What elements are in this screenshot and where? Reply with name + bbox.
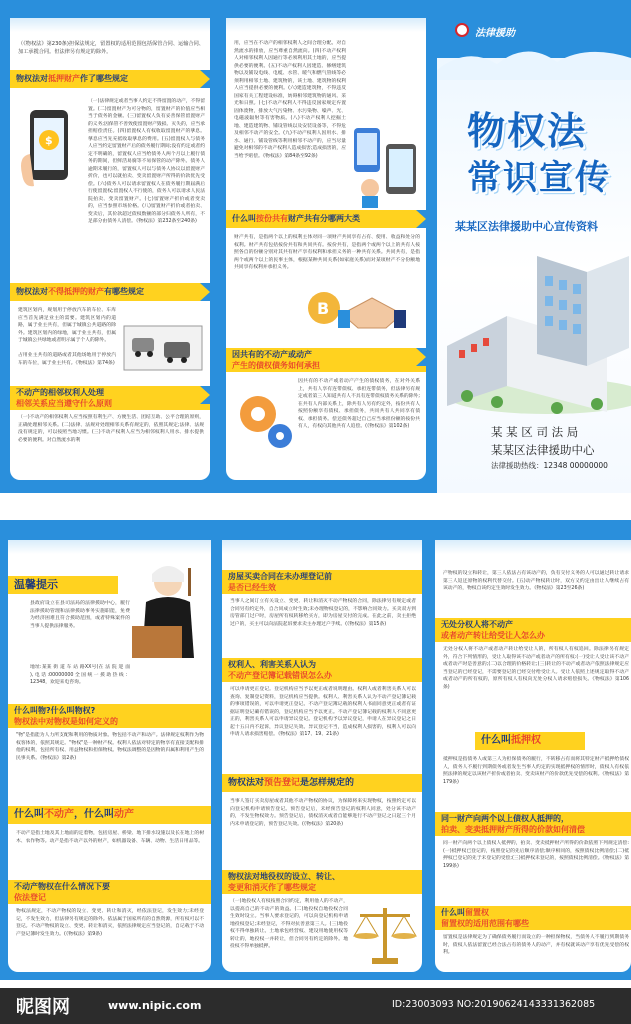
phone-service-illustration [346, 118, 424, 208]
panel2-body-1: 财产共有，是指两个以上的权利主体对同一项财产共同享有占有、使用、收益和处分的权利。财产共有包括按份共有和共同共有。按份共有，是指两个或两个以上的共有人按照各自的份额分别对其共有财产享有权利和承担义务的一种共有关系。共同共有，是指两个或两个以上的民事主体，根据某种共同关系(如家庭关系)而对某项财产不分份额地共同享有权利并承担义务。 [234, 235, 420, 270]
heading-line-1: 物权法对地役权的设立、转让、 [228, 872, 340, 881]
panel4-heading-2 [8, 806, 211, 824]
heading-text: 有哪些规定 [104, 287, 144, 296]
panel6-heading-1 [435, 618, 631, 642]
heading-line-1: 不动产物权在什么情况下要 [14, 882, 110, 891]
panel1-heading-2 [10, 283, 210, 301]
panel6-heading-3 [435, 812, 631, 836]
heading-line-2: 变更和消灭作了哪些规定 [228, 883, 316, 892]
panel2-body-1-cont [234, 268, 300, 346]
scales-of-justice-icon [350, 900, 420, 968]
panel1-body-2a: 建筑区划内，规划用于停放汽车的车位、车库应当首先满足业主的需要。建筑区划内的道路，属于业主共有，但属于城镇公共道路的除外。建筑区划内的绿地，属于业主共有，但属于城镇公共绿地或者明示属于个人的除外。 [18, 308, 116, 343]
heading-line-2: 是否已经生效 [228, 583, 276, 592]
heading-line-1: 房屋买卖合同在未办理登记前 [228, 572, 332, 581]
heading-text: 财产共有分哪两大类 [288, 214, 360, 223]
organization-name-1: 某 某 区 司 法 局 [491, 425, 579, 439]
panel-4 [8, 540, 211, 972]
panel4-body-1: "物"是指能为人力所支配和利用的物质对象。物包括不动产和动产。法律规定权利作为物权客体的，依照其规定。"物权"是一种财产权。权利人依法对特定的物享有直接支配和排他的权利，包括所有权、用益物权和担保物权。物权法调整的是因物的归属和利用产生的民事关系。《物权法》第2条) [16, 733, 204, 761]
heading-line-1: 什么叫物?什么叫物权? [14, 706, 96, 715]
panel6-heading-2 [475, 732, 585, 750]
cloud-wave [437, 40, 631, 80]
heading-line-1: 因共有的不动产或动产 [232, 350, 312, 359]
panel1-heading-1 [10, 70, 210, 88]
heading-highlight: 不动产 [44, 809, 74, 820]
cover-title-line-1: 物权法 [467, 109, 588, 153]
panel1-body-3: （一)不动产的相邻权利人应当按照有利生产、方便生活、团结互助、公平合理的原则，正确处理相邻关系。(二)法律、法规对处理相邻关系有规定的，依照其规定;法律、法规没有规定的，可以按照当地习惯。(三)不动产权利人应当为相邻权利人用水、排水提供必要的便利。对自然流水的利 [18, 415, 204, 443]
panel6-body-4: 留置权是法律规定为了确保债务履行而设立的一种担保物权，当债务人不履行到期债务时，债权人依法留置已经合法占有的债务人的动产，并有权就该动产享有优先受偿的权利。 [443, 935, 629, 955]
panel5-body-3: 当事人签订买卖房屋或者其他不动产物权的协议，为保障将来实现物权，按照约定可以向登记机构申请预告登记。预告登记后，未经预告登记的权利人同意，处分该不动产的，不发生物权效力。预告登记后，债权消灭或者自能够进行不动产登记之日起三个月内未申请登记的，预告登记失效。(《物权法》第20条) [230, 799, 416, 827]
building-illustration [437, 236, 631, 416]
heading-line-2: 物权法中对物权是如何定义的 [14, 717, 118, 726]
heading-line-2: 依法登记 [14, 893, 46, 902]
heading-text: 物权法对 [228, 778, 265, 788]
panel6-body-1: 无处分权人将不动产或者动产转让给受让人的，所有权人有权追回。除法律另有规定外，符合下列情形的，受让人取得该不动产或者动产的所有权:(一)受让人受让该不动产或者动产时是善意的;(二)以合理的价格转让;(三)转让的不动产或者动产依照法律规定应当登记的已经登记，不需要登记的已经交付给受让人。受让人依照上述规定取得不动产或者动产的所有权的，原所有权人有权向无处分权人请求赔偿损失。《物权法》第106条) [443, 647, 629, 690]
panel5-heading-1 [222, 570, 422, 594]
panel1-body-2b: 占用业主共有的道路或者其他场地用于停放汽车的车位，属于业主共有。《物权法》第74条) [18, 353, 116, 366]
watermark-id: ID:23003093 NO:20190624143331362085 [392, 999, 596, 1010]
panel-2 [226, 18, 426, 480]
heading-line-1 [441, 907, 631, 918]
heading-line-2: 相邻关系应当遵守什么原则 [16, 399, 112, 408]
heading-text: 作了哪些规定 [80, 74, 128, 83]
hotline-text: 法律援助热线：12348 00000000 [491, 461, 608, 470]
heading-line-1: 权利人、利害关系人认为 [228, 660, 316, 669]
panel6-heading-4 [435, 906, 631, 930]
panel1-body-1: （一)法律规定或者当事人约定不得留置的动产，不得留置。(二)留置财产为可分物的，留置财产的价值应当相当于债务的金额。(三)留置权人负有妥善保管留置财产的义务;因保管不善致使留置财产毁损、灭失的，应当承担赔偿责任。(四)留置权人有权收取留置财产的孳息。孳息应当先充抵收取孳息的费用。(五)留置权人与债务人应当约定留置财产后的债务履行期间;没有约定或者约定不明确的，留置权人应当给债务人两个月以上履行债务的期间，但鲜活易腐等不易保管的动产除外。债务人逾期未履行的，留置权人可以与债务人协议以留置财产折价，也可以就拍卖、变卖留置财产所得的价款优先受偿。(六)债务人可以请求留置权人在债务履行期届满后行使留置权;留置权人不行使的，债务人可以请求人民法院拍卖、变卖留置财产。(七)留置财产折价或者变卖的，应当参照市场价格。(八)留置财产折价或者拍卖、变卖后，其价款超过债权数额的部分归债务人所有，不足部分由债务人清偿。《物权法》第232条至240条) [88, 99, 205, 224]
heading-highlight: 抵押财产 [48, 74, 80, 83]
panel2-heading-1 [226, 210, 426, 228]
panel1-heading-3 [10, 386, 210, 410]
panel5-heading-4 [222, 870, 422, 894]
heading-line-1: 不动产的相邻权利人处理 [16, 388, 104, 397]
cover-panel [437, 0, 631, 493]
heading-text: 什么叫 [232, 214, 256, 223]
heading-line-2: 拍卖、变卖抵押财产所得的价款如何清偿 [441, 825, 585, 834]
watermark-brand: 昵图网 [16, 997, 70, 1018]
parking-lot-illustration [120, 306, 206, 376]
panel5-heading-2 [222, 658, 422, 682]
heading-text: 什么叫 [14, 809, 44, 820]
heading-highlight: 抵押权 [511, 735, 541, 746]
gears-illustration [232, 380, 296, 454]
heading-line-1: 无处分权人将不动产 [441, 620, 513, 629]
heading-line-2: 产生的债权债务如何承担 [232, 361, 320, 370]
panel6-body-3: 同一财产向两个以上债权人抵押的，拍卖、变卖抵押财产所得的价款依照下列规定清偿:(一)抵押权已登记的，按照登记的先后顺序清偿;顺序相同的，按照债权比例清偿;(二)抵押权已登记的先于未登记的受偿;(三)抵押权未登记的，按照债权比例清偿。《物权法》第199条) [443, 841, 629, 869]
phone-coin-illustration [16, 96, 86, 196]
heading-text: 什么叫 [441, 908, 465, 917]
panel4-header: 温馨提示 [8, 576, 118, 594]
cover-title-line-2: 常识宣传 [467, 158, 611, 198]
panel5-body-2: 可以申请更正登记。登记机构应当予以更正或者说明理由。权利人或者利害关系人可以查询、复制登记资料，登记机构应当提供。权利人、利害关系人认为不动产登记簿记载的事项错误的，可以申请更正登记。不动产登记簿记载的权利人书面同意更正或者有证据证明登记确有错误的，登记机构应当予以更正。不动产登记簿记载的权利人不同意更正的，利害关系人可以申请异议登记。登记机构予以异议登记，申请人在异议登记之日起十五日内不起诉，异议登记失效。异议登记不当，造成权利人损害的，权利人可以向申请人请求损害赔偿。《物权法》第17、19、21条) [230, 687, 416, 737]
panel5-body-1: 当事人之间订立有关设立、变更、转让和消灭不动产物权的合同，除法律另有规定或者合同另有约定外，自合同成立时生效;未办理物权登记的，不影响合同效力。买卖双方到房管部门过户时，房屋所有权转移给买方，即为房屋交付的完成。在此之前，卖主拒绝过户的，买主可以向法院起诉要求卖主办理过户手续。(《物权法》第15条) [230, 599, 416, 627]
heading-text: 物权法对 [16, 74, 48, 83]
panel-5 [222, 540, 422, 972]
panel2-heading-2 [226, 348, 426, 372]
panel-1 [10, 18, 210, 480]
logo-text: 法律援助 [475, 28, 515, 39]
heading-line-2: 或者动产转让给受让人怎么办 [441, 631, 545, 640]
sheet-gap [0, 493, 631, 520]
panel4-body-3: 物权法规定，不动产物权的设立、变更、转让和消灭，经依法登记，发生效力;未经登记，不发生效力，但法律另有规定的除外。依法属于国家所有的自然资源，所有权可以不登记。不动产物权的设立、变更、转让和消灭，依照法律规定应当登记的，自记载于不动产登记簿时发生效力。(《物权法》第9条) [16, 909, 204, 937]
panel-6 [435, 540, 631, 972]
panel4-heading-1 [8, 704, 211, 728]
watermark-footer [0, 988, 631, 1024]
panel4-body-2: 不动产是指土地及其上地面的定着物，包括房屋、桥梁、地下排水设施以及长在地上的树木、农作物等。动产是指不动产以外的财产，如机器设备、车辆、动物、生活日用品等。 [16, 831, 204, 844]
heading-highlight: 预告登记 [264, 778, 301, 788]
heading-text: ，什么叫 [74, 809, 114, 820]
legal-aid-logo-icon [455, 23, 469, 37]
heading-line-2: 不动产登记簿记载错误怎么办 [228, 671, 332, 680]
panel6-body-2: 抵押权是指债务人或第三人为担保债务的履行，不转移占有而将其特定财产抵押给债权人，债务人不履行到期债务或者发生当事人约定的实现抵押权的情形时，债权人有权依照法律的规定以该财产折价或者拍卖、变卖该财产的价款优先受偿的权利。《物权法》第179条) [443, 757, 629, 785]
heading-highlight: 按份共有 [256, 214, 288, 223]
heading-text: 是怎样规定的 [300, 778, 355, 788]
heading-highlight: 留置权 [465, 908, 489, 917]
panel5-heading-3 [222, 774, 422, 792]
panel1-body-1-cont [18, 208, 204, 278]
judge-illustration [128, 558, 208, 666]
organization-name-2: 某某区法律援助中心 [491, 443, 595, 457]
panel4-heading-3 [8, 880, 211, 904]
watermark-url: www.nipic.com [108, 999, 202, 1012]
panel2-body-2: 因共有的不动产或者动产产生的债权债务，在对外关系上，共有人享有连带债权、承担连带债务，但法律另有规定或者第三人知道共有人不具有连带债权债务关系的除外;在共有人内部关系上，除共有人另有约定外，按份共有人按照份额享有债权、承担债务，共同共有人共同享有债权、承担债务。偿还债务超过自己应当承担份额的按份共有人，有权向其他共有人追偿。(《物权法》第102条) [298, 379, 420, 429]
heading-line-2: 留置权的适用范围有哪些 [441, 919, 529, 928]
panel2-body-0: 用，应当在不动产的相邻权利人之间合理分配。对自然流水的排放，应当尊重自然流向。(四)不动产权利人对相邻权利人因通行等必须利用其土地的，应当提供必要的便利。(五)不动产权利人因建造、修缮建筑物以及铺设电线、电缆、水管、暖气和燃气管线等必须利用相邻土地、建筑物的，该土地、建筑物的权利人应当提供必要的便利。(六)建造建筑物，不得违反国家有关工程建设标准，妨碍相邻建筑物的通风、采光和日照。(七)不动产权利人不得违反国家规定弃置固体废物，排放大气污染物、水污染物、噪声、光、电磁波辐射等有害物质。(八)不动产权利人挖掘土地、建造建筑物、铺设管线以及安装设备等，不得危及相邻不动产的安全。(九)不动产权利人因用水、排水、通行、铺设管线等利用相邻不动产的，应当尽量避免对相邻的不动产权利人造成损害;造成损害的，应当给予赔偿。《物权法》第84条至92条) [234, 41, 346, 159]
handshake-bitcoin-illustration [302, 274, 422, 340]
heading-line-1: 同一财产向两个以上债权人抵押的， [441, 814, 569, 823]
panel4-body-0: 县政府设立在县司法局的法律援助中心，履行法律援助管理和法律援助事务实施职能，免费为经济困难且符合援助范围，或者特殊案件的当事人提供法律服务。 [30, 601, 130, 629]
heading-highlight: 动产 [114, 809, 134, 820]
heading-highlight: 不得抵押的财产 [48, 287, 104, 296]
panel5-body-4: （一)地役权人有权按照合同约定，利用他人的不动产，以提高自己的不动产的效益。(二)地役权自地役权合同生效时设立。当事人要求登记的，可以向登记机构申请地役权登记;未经登记，不得对抗善意第三人。(三)地役权不得单独转让。土地承包经营权、建设用地使用权等转让的，地役权一并转让，但合同另有约定的除外。地役权不得单独抵押。 [230, 899, 348, 949]
panel6-body-0: 产物权的设立和转让，第三人依法占有该动产的，负有交付义务的人可以通过转让请求第三人返还原物的权利代替交付。(五)动产物权转让时，双方又约定由出让人继续占有该动产的，物权自该约定生效时发生效力。《物权法》第23至26条) [443, 571, 629, 591]
panel1-intro: （《物权法》第230条)担保法规定，留置权的适用范围包括保管合同、运输合同、加工承揽合同。但法律另有规定的除外。 [18, 41, 204, 55]
heading-text: 物权法对 [16, 287, 48, 296]
svg-text:B: B [317, 299, 330, 318]
cover-subtitle: 某某区法律援助中心宣传资料 [455, 220, 598, 233]
panel4-address: 地址:某某 街 道 车 站 路XX号(在 法 院 迎 面 ),电话:00000000全国统一援助热线：12348，欢迎来电咨询。 [30, 665, 130, 685]
svg-text:$: $ [45, 134, 53, 147]
heading-text: 什么叫 [481, 735, 511, 746]
